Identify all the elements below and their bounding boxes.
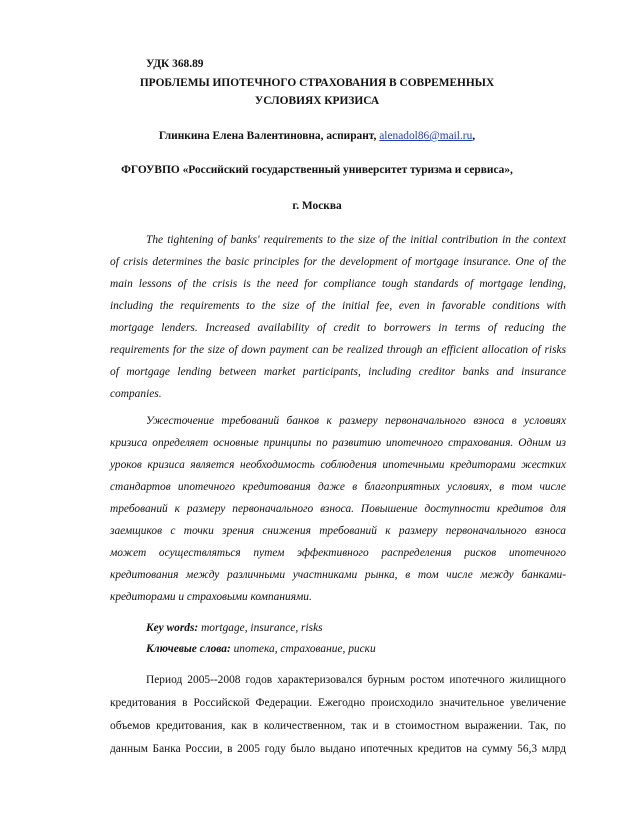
abstract-ru-line: уроков кризиса является необходимость соблюдения ипотечными кредиторами жестких: [110, 459, 566, 471]
abstract-ru-line: Ужесточение требований банков к размеру первоначального взноса в условиях: [146, 415, 566, 427]
author-name: Глинкина Елена Валентиновна, аспирант,: [158, 130, 377, 142]
abstract-en-line: of mortgage lending between market participants, including creditor banks and insurance: [110, 366, 566, 378]
abstract-ru-line: требований к размеру первоначального взноса. Повышение доступности кредитов для: [110, 503, 566, 515]
title-line-2: УСЛОВИЯХ КРИЗИСА: [254, 95, 380, 107]
abstract-ru-line: кризиса определяет основные принципы по развитию ипотечного страхования. Одним из: [110, 437, 566, 449]
abstract-en-line: mortgage lenders. Increased availability of credit to borrowers in terms of reducing the: [110, 322, 566, 334]
abstract-en-line: The tightening of banks' requirements to the size of the initial contribution in the context: [146, 234, 566, 246]
keywords-ru-label: Ключевые слова:: [146, 643, 231, 655]
keywords-ru-value: ипотека, страхование, риски: [230, 643, 376, 655]
abstract-ru-line: кредитования между различными участниками рынка, в том числе между банками-: [110, 569, 566, 581]
abstract-en-line: companies.: [110, 388, 162, 400]
abstract-ru-line: стандартов ипотечного кредитования даже в благоприятных условиях, в том числе: [110, 481, 566, 493]
abstract-en-line: requirements for the size of down payment can be realized through an efficient allocation of risks: [110, 344, 566, 356]
abstract-ru-line: кредиторами и страховыми компаниями.: [110, 591, 312, 603]
keywords-en-label: Key words:: [146, 622, 199, 634]
keywords-english: [146, 621, 323, 635]
body-line: объемов кредитования, как в количественном, так и в стоимостном выражении. Так, по: [110, 720, 566, 732]
keywords-en-value: mortgage, insurance, risks: [198, 622, 323, 634]
author-email-link[interactable]: alenadol86@mail.ru: [379, 130, 473, 142]
body-line: данным Банка России, в 2005 году было выдано ипотечных кредитов на сумму 56,3 млрд: [110, 743, 566, 755]
body-line: кредитования в Российской Федерации. Ежегодно происходило значительное увеличение: [110, 697, 566, 709]
abstract-ru-line: заемщиков с точки зрения снижения требований к размеру первоначального взноса: [110, 525, 566, 537]
abstract-ru-line: может осуществляться путем эффективного распределения рисков ипотечного: [110, 547, 566, 559]
body-line: Период 2005--2008 годов характеризовался бурным ростом ипотечного жилищного: [146, 674, 566, 686]
udk-code: УДК 368.89: [146, 58, 204, 70]
author-email-suffix: ,: [472, 130, 476, 142]
abstract-en-line: main lessons of the crisis is the need for compliance tough standards of mortgage lending,: [110, 278, 566, 290]
author-line: [0, 129, 634, 143]
keywords-russian: [146, 642, 376, 656]
title-line-1: ПРОБЛЕМЫ ИПОТЕЧНОГО СТРАХОВАНИЯ В СОВРЕМЕННЫХ: [139, 77, 495, 89]
abstract-en-line: of crisis determines the basic principles for the development of mortgage insurance. One of the: [110, 256, 566, 268]
organization: ФГОУВПО «Российский государственный университет туризма и сервиса»,: [121, 164, 513, 176]
abstract-en-line: including the requirements to the size of the initial fee, even in favorable conditions with: [110, 300, 566, 312]
city: г. Москва: [292, 200, 342, 212]
